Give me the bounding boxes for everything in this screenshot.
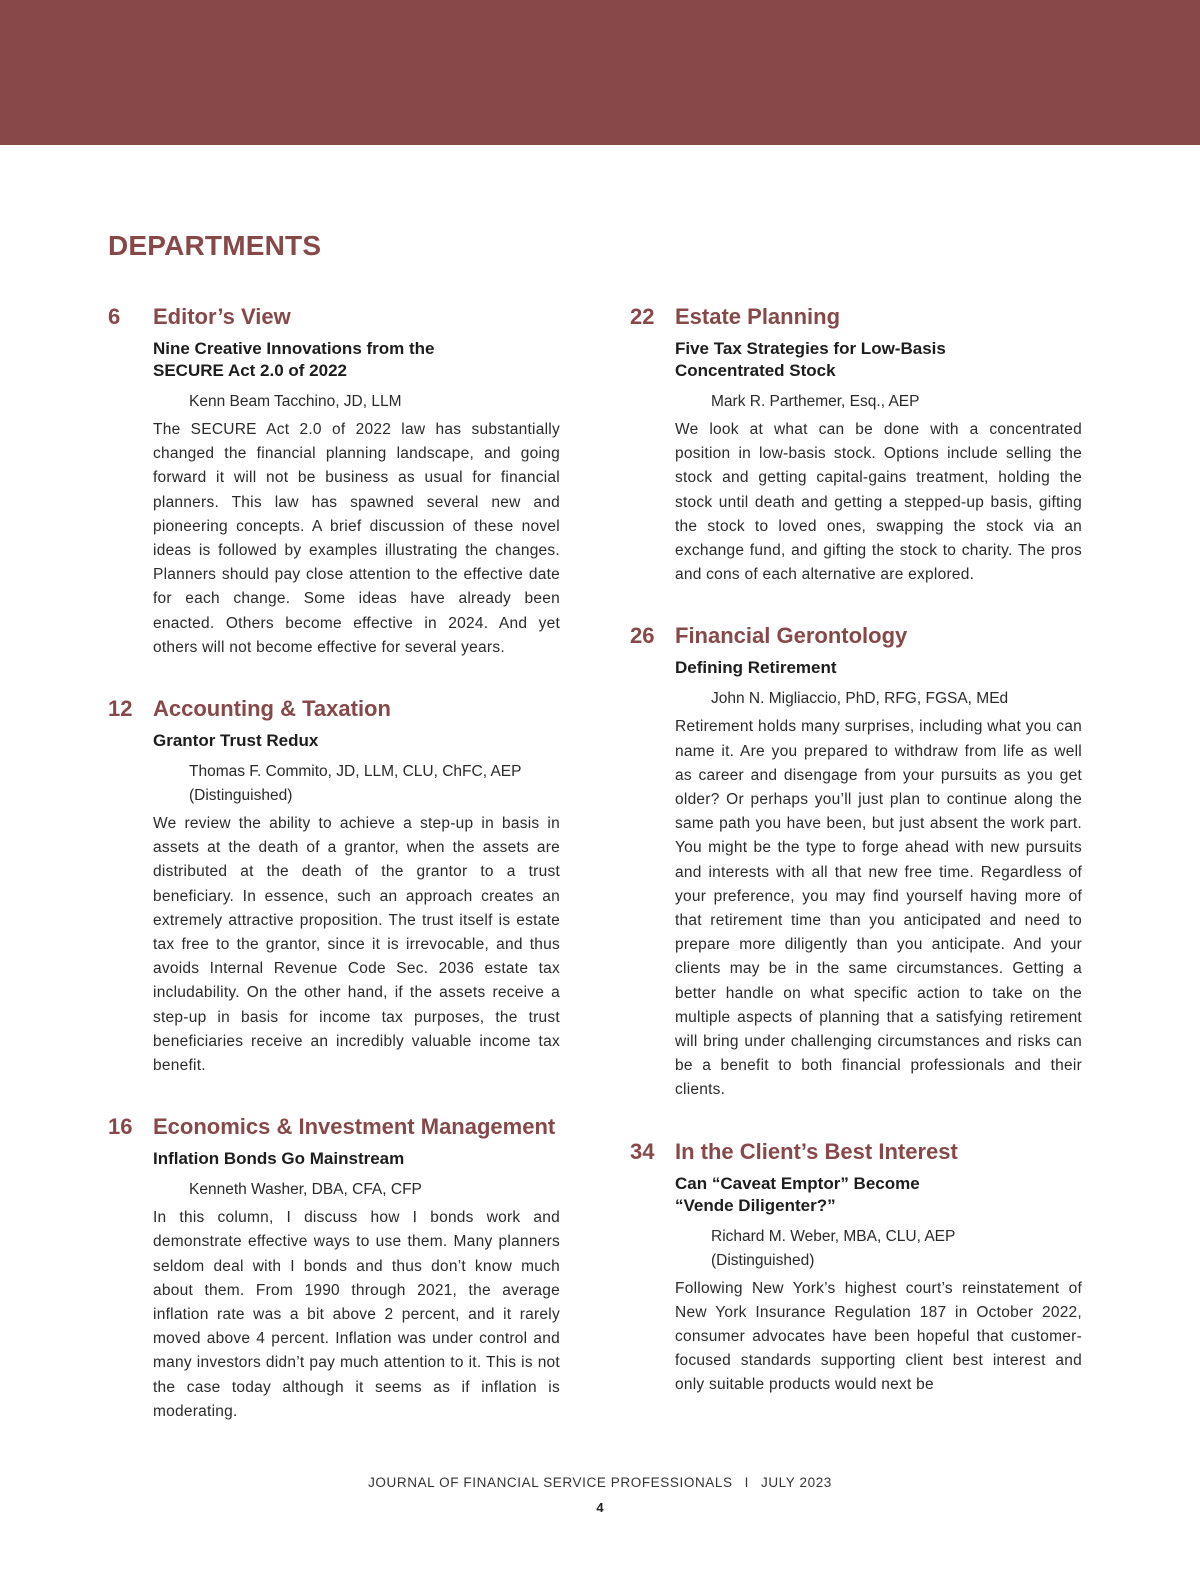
- page-number-ref: 6: [108, 304, 121, 329]
- article-title: Five Tax Strategies for Low-Basis Concentrated Stock: [675, 339, 946, 380]
- publication-name: JOURNAL OF FINANCIAL SERVICE PROFESSIONALS: [368, 1475, 733, 1490]
- page-number-ref: 12: [108, 696, 133, 722]
- department-name: Economics & Investment Management: [153, 1114, 556, 1140]
- article-title: Defining Retirement: [675, 658, 837, 678]
- article-abstract: The SECURE Act 2.0 of 2022 law has substantially changed the financial planning landscape, and going forward it will not be business as usual for financial planners. This law has spawned several new and pioneering concepts. A brief discussion of these novel ideas is followed by examples illustrating the changes. Planners should pay close attention to the effective date for each change. Some ideas have already been enacted. Others become effective in 2024. And yet others will not become effective for several years.: [153, 421, 560, 656]
- department-name: Financial Gerontology: [675, 623, 908, 649]
- article-author: Thomas F. Commito, JD, LLM, CLU, ChFC, AEP (Distinguished): [189, 763, 522, 805]
- article-abstract: Following New York’s highest court’s reinstatement of New York Insurance Regulation 187 in October 2022, consumer advocates have been hopeful that customer-focused standards supporting client best interest and only suitable products would next be: [675, 1279, 1082, 1394]
- department-entry: [630, 621, 1082, 1102]
- article-author: Mark R. Parthemer, Esq., AEP: [711, 393, 920, 410]
- article-author: Kenneth Washer, DBA, CFA, CFP: [189, 1181, 422, 1199]
- article-title: Inflation Bonds Go Mainstream: [153, 1149, 405, 1169]
- department-name: Accounting & Taxation: [153, 696, 391, 722]
- department-entry: [108, 1112, 560, 1424]
- left-column: [108, 302, 560, 1458]
- page-number-ref: 26: [630, 623, 655, 649]
- section-heading: DEPARTMENTS: [108, 230, 322, 261]
- department-entry: [108, 302, 560, 660]
- department-entry: [630, 1137, 1082, 1398]
- running-footer: [0, 1475, 1200, 1490]
- page-number-ref: 22: [630, 304, 655, 329]
- issue-date: JULY 2023: [760, 1475, 832, 1490]
- article-abstract: In this column, I discuss how I bonds work and demonstrate effective ways to use them. Many planners seldom deal with I bonds and thus don’t know much about them. From 1990 through 2021, the average inflation rate was a bit above 2 percent, and it rarely moved above 4 percent. Inflation was under control and many investors didn’t pay much attention to it. This is not the case today although it seems as if inflation is moderating.: [153, 1209, 560, 1420]
- article-author: John N. Migliaccio, PhD, RFG, FGSA, MEd: [711, 690, 1009, 708]
- article-title: Grantor Trust Redux: [153, 731, 319, 751]
- department-name: Estate Planning: [675, 304, 841, 329]
- footer-separator: I: [744, 1475, 749, 1490]
- article-abstract: We look at what can be done with a concentrated position in low-basis stock. Options include selling the stock and getting capital-gains treatment, holding the stock until death and getting a stepped-up basis, gifting the stock to loved ones, swapping the stock via an exchange fund, and gifting the stock to charity. The pros and cons of each alternative are explored.: [675, 421, 1082, 584]
- department-name: In the Client’s Best Interest: [675, 1138, 958, 1164]
- article-abstract: Retirement holds many surprises, including what you can name it. Are you prepared to withdraw from life as well as career and disengage from your pursuits as you get older? Or perhaps you’ll just plan to continue along the same path you have been, but just absent the work part. You might be the type to forge ahead with new pursuits and interests with all that new free time. Regardless of your preference, you may find yourself having more of that retirement time than you anticipated and need to prepare more diligently than you anticipate. And your clients may be in the same circumstances. Getting a better handle on what specific action to take on the multiple aspects of planning that a satisfying retirement will bring under challenging circumstances and risks can be a benefit to both financial professionals and their clients.: [675, 718, 1082, 1099]
- article-author: Kenn Beam Tacchino, JD, LLM: [189, 393, 402, 410]
- department-entry: [630, 302, 1082, 587]
- page-number-ref: 34: [630, 1138, 655, 1164]
- article-title: Nine Creative Innovations from the SECURE Act 2.0 of 2022: [153, 339, 435, 380]
- article-title: Can “Caveat Emptor” Become “Vende Diligenter?”: [675, 1173, 920, 1215]
- page-number-ref: 16: [108, 1114, 133, 1140]
- header-band: [0, 0, 1200, 145]
- article-abstract: We review the ability to achieve a step-up in basis in assets at the death of a grantor, when the assets are distributed at the death of the grantor to a trust beneficiary. In essence, such an approach creates an extremely attractive proposition. The trust itself is estate tax free to the grantor, since it is irrevocable, and thus avoids Internal Revenue Code Sec. 2036 estate tax includability. On the other hand, if the assets receive a step-up in basis for income tax purposes, the trust beneficiaries receive an incredibly valuable income tax benefit.: [153, 815, 560, 1075]
- page-number: 4: [596, 1500, 604, 1515]
- article-author: Richard M. Weber, MBA, CLU, AEP (Distinguished): [711, 1227, 956, 1269]
- department-name: Editor’s View: [153, 304, 291, 329]
- department-entry: [108, 694, 560, 1078]
- right-column: [630, 302, 1082, 1432]
